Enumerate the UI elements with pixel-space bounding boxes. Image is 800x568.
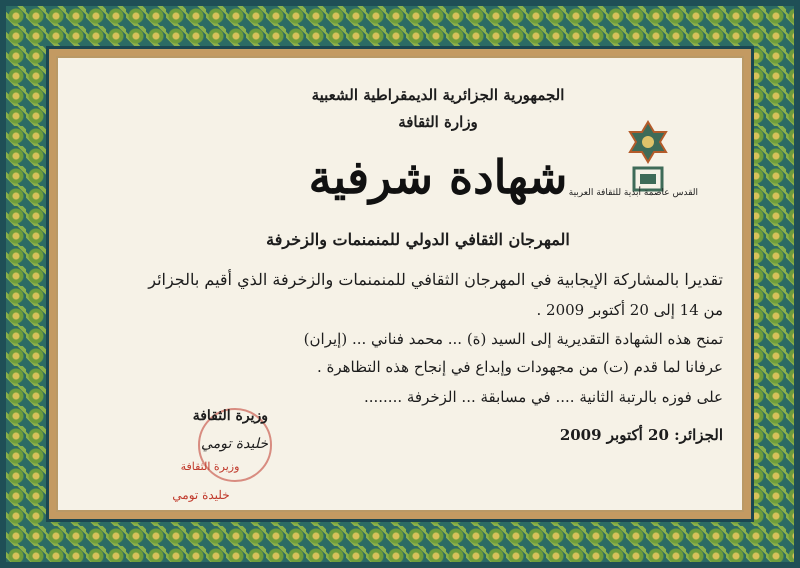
- body-line-4: عرفانا لما قدم (ت) من مجهودات وإبداع في إنجاح هذه التظاهرة .: [316, 358, 723, 376]
- issue-date: الجزائر: 20 أكتوبر 2009: [559, 426, 723, 444]
- festival-name: المهرجان الثقافي الدولي للمنمنمات والزخرفة: [266, 230, 570, 249]
- signature-title: وزيرة الثقافة: [192, 408, 268, 424]
- body-line-5: على فوزه بالرتبة الثانية .... في مسابقة ... الزخرفة ........: [363, 388, 723, 406]
- body-line-1: تقديرا بالمشاركة الإيجابية في المهرجان الثقافي للمنمنمات والزخرفة الذي أقيم بالجزائر: [148, 270, 723, 289]
- signature: خليدة تومي: [201, 436, 268, 452]
- stamp-text: وزيرة الثقافة: [180, 460, 240, 473]
- ministry-header: وزارة الثقافة: [398, 113, 478, 131]
- certificate-body: [56, 56, 744, 512]
- body-line-3: تمنح هذه الشهادة التقديرية إلى السيد (ة) ... محمد فناني ... (إيران): [303, 330, 723, 348]
- certificate-title: شهادة شرفية: [308, 150, 568, 204]
- logo-caption: القدس عاصمة أبدية للثقافة العربية: [568, 188, 698, 198]
- stamp-name: خليدة تومي: [172, 488, 230, 502]
- body-line-2: من 14 إلى 20 أكتوبر 2009 .: [536, 301, 723, 319]
- republic-header: الجمهورية الجزائرية الديمقراطية الشعبية: [311, 86, 565, 104]
